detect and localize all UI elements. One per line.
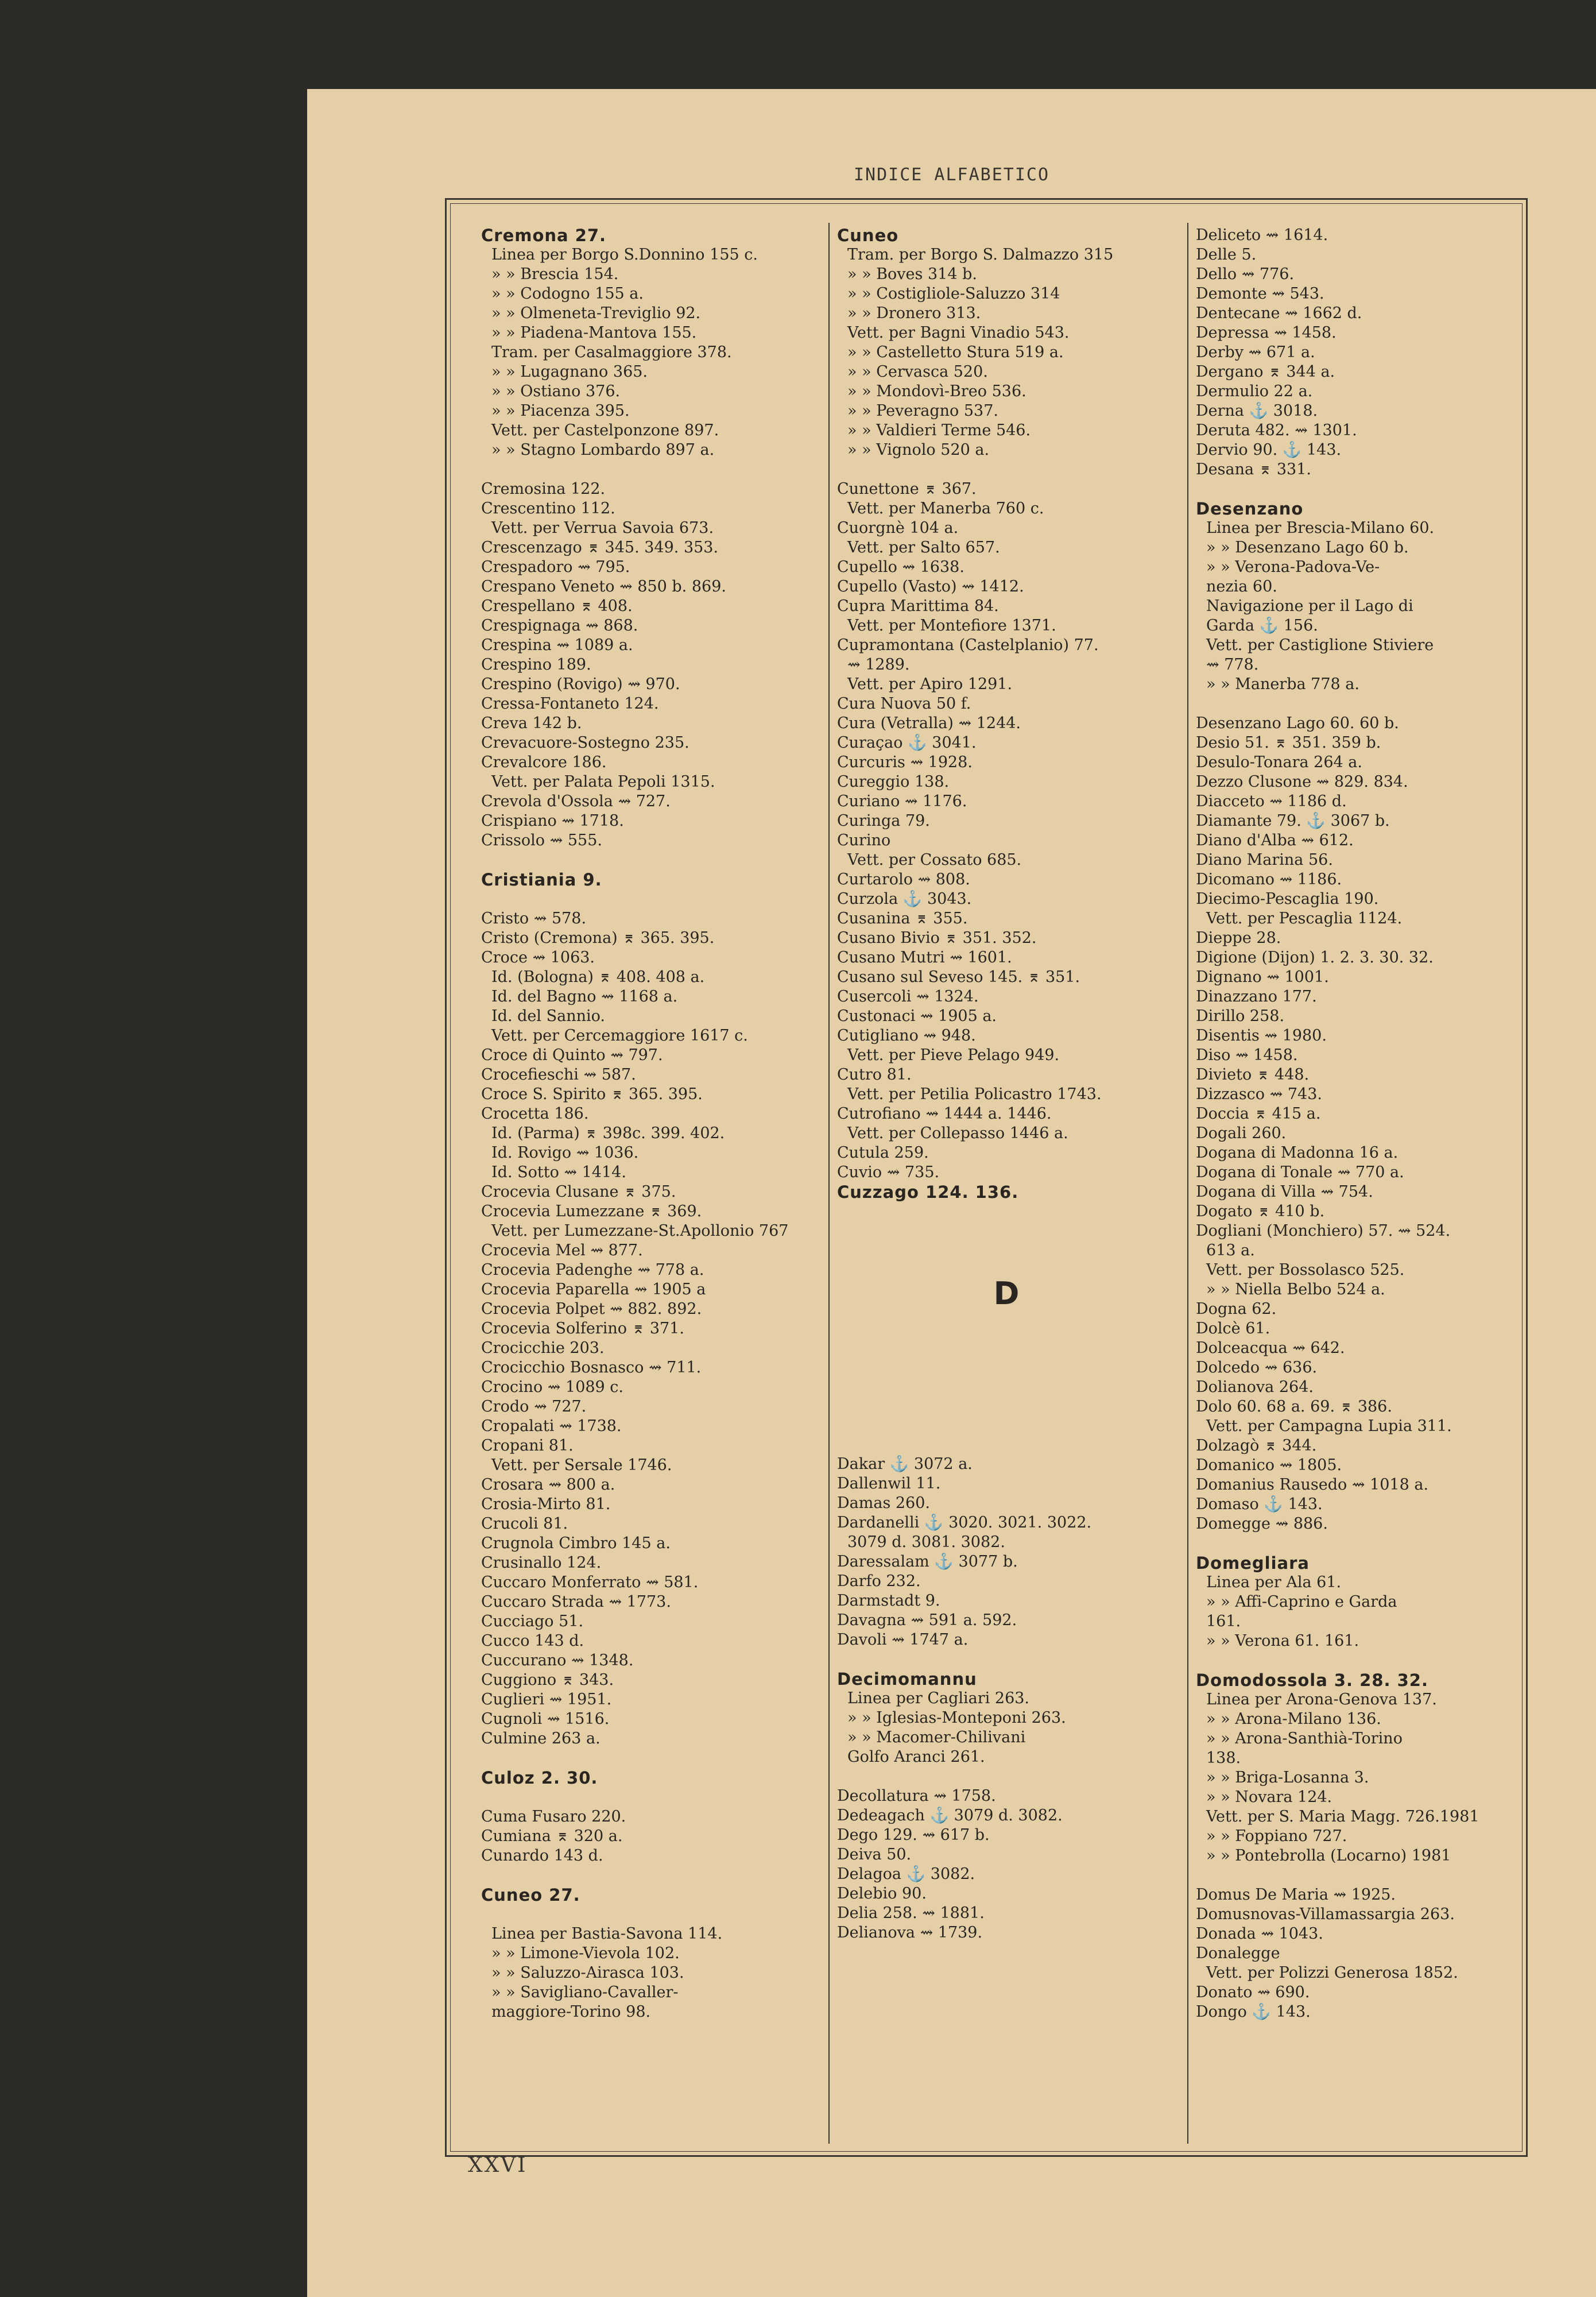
index-entry: » » Codogno 155 a. [491,285,644,303]
index-entry: Vett. per Bagni Vinadio 543. [847,324,1070,342]
index-entry: Cupello ⇝ 1638. [837,558,964,576]
index-entry: Derby ⇝ 671 a. [1196,343,1315,361]
index-entry: Donalegge [1196,1944,1280,1962]
index-entry: Dinazzano 177. [1196,988,1317,1006]
index-entry: Desio 51. ⌆ 351. 359 b. [1196,734,1381,752]
index-entry: Crusinallo 124. [481,1554,602,1572]
index-entry: Id. Rovigo ⇝ 1036. [491,1144,639,1162]
index-entry: » » Niella Belbo 524 a. [1206,1281,1385,1298]
index-entry: Dogali 260. [1196,1124,1287,1142]
index-entry: Id. Sotto ⇝ 1414. [491,1163,626,1181]
index-entry: Desulo-Tonara 264 a. [1196,753,1362,771]
index-entry: Crocevia Polpet ⇝ 882. 892. [481,1300,702,1318]
spacer [837,1767,1176,1786]
index-entry: Vett. per Cercemaggiore 1617 c. [491,1027,748,1045]
index-entry: Crugnola Cimbro 145 a. [481,1534,671,1552]
index-entry: Depressa ⇝ 1458. [1196,324,1337,342]
index-entry: Dogato ⌆ 410 b. [1196,1202,1325,1220]
index-entry: Tram. per Casalmaggiore 378. [491,343,732,361]
index-entry: nezia 60. [1206,578,1277,595]
index-entry: Crissolo ⇝ 555. [481,832,602,849]
index-entry: Delianova ⇝ 1739. [837,1924,983,1942]
index-entry: Dogana di Villa ⇝ 754. [1196,1183,1373,1201]
index-entry: » » Dronero 313. [847,304,981,322]
index-entry: Crocevia Clusane ⌆ 375. [481,1183,676,1201]
index-entry: Dieppe 28. [1196,929,1281,947]
index-heading: Cuneo [837,226,899,245]
index-entry: Cuccaro Monferrato ⇝ 581. [481,1573,699,1591]
index-entry: Vett. per Castelponzone 897. [491,421,719,439]
index-entry: Darfo 232. [837,1572,921,1590]
index-entry: Curcuris ⇝ 1928. [837,753,973,771]
index-entry: Dicomano ⇝ 1186. [1196,871,1342,888]
index-entry: Crodo ⇝ 727. [481,1398,587,1416]
index-entry: Domaso ⚓ 143. [1196,1495,1323,1513]
index-entry: Id. (Bologna) ⌆ 408. 408 a. [491,968,705,986]
index-entry: Cusercoli ⇝ 1324. [837,988,979,1006]
spacer [481,1905,820,1924]
index-entry: Crocefieschi ⇝ 587. [481,1066,636,1084]
index-column-3 [1196,226,1523,2144]
index-entry: Delebio 90. [837,1885,927,1902]
index-entry: Crucoli 81. [481,1515,568,1533]
index-entry: Vett. per Montefiore 1371. [847,617,1056,635]
index-entry: » » Castelletto Stura 519 a. [847,343,1064,361]
index-entry: Diso ⇝ 1458. [1196,1046,1298,1064]
index-entry: Custonaci ⇝ 1905 a. [837,1007,997,1025]
index-entry: Crocevia Padenghe ⇝ 778 a. [481,1261,704,1279]
index-entry: Linea per Ala 61. [1206,1573,1342,1591]
index-entry: Diano Marina 56. [1196,851,1333,869]
index-entry: » » Lugagnano 365. [491,363,648,381]
index-entry: Dolo 60. 68 a. 69. ⌆ 386. [1196,1398,1392,1416]
index-entry: » » Brescia 154. [491,265,619,283]
index-entry: Dego 129. ⇝ 617 b. [837,1826,990,1844]
index-entry: Vett. per Salto 657. [847,539,1000,556]
index-entry: Crocino ⇝ 1089 c. [481,1378,624,1396]
index-entry: 161. [1206,1612,1241,1630]
index-entry: Id. (Parma) ⌆ 398c. 399. 402. [491,1124,725,1142]
index-entry: Cressa-Fontaneto 124. [481,695,659,713]
index-entry: Cupra Marittima 84. [837,597,999,615]
index-entry: Demonte ⇝ 543. [1196,285,1324,303]
index-entry: ⇝ 778. [1206,656,1259,674]
index-entry: Cremosina 122. [481,480,606,498]
index-entry: Crevacuore-Sostegno 235. [481,734,689,752]
index-entry: Domegge ⇝ 886. [1196,1515,1328,1533]
index-entry: maggiore-Torino 98. [491,2003,651,2021]
index-entry: Dignano ⇝ 1001. [1196,968,1329,986]
index-entry: » » Olmeneta-Treviglio 92. [491,304,701,322]
index-entry: Cupramontana (Castelplanio) 77. [837,636,1099,654]
index-entry: » » Savigliano-Cavaller- [491,1983,679,2001]
index-entry: Dedeagach ⚓ 3079 d. 3082. [837,1807,1063,1824]
index-entry: Linea per Cagliari 263. [847,1689,1030,1707]
spacer [481,460,820,479]
index-entry: Vett. per Verrua Savoia 673. [491,519,714,537]
index-entry: Dardanelli ⚓ 3020. 3021. 3022. [837,1514,1092,1532]
index-entry: » » Boves 314 b. [847,265,977,283]
index-entry: Crocicchie 203. [481,1339,605,1357]
index-entry: » » Ostiano 376. [491,382,621,400]
index-entry: Domusnovas-Villamassargia 263. [1196,1905,1455,1923]
index-entry: 3079 d. 3081. 3082. [847,1533,1005,1551]
index-entry: Crocetta 186. [481,1105,589,1123]
index-entry: Vett. per S. Maria Magg. 726.1981 [1206,1808,1479,1826]
index-entry: Vett. per Manerba 760 c. [847,500,1044,517]
index-entry: Linea per Borgo S.Donnino 155 c. [491,246,758,264]
index-entry: Crocevia Solferino ⌆ 371. [481,1320,684,1337]
index-entry: Davagna ⇝ 591 a. 592. [837,1611,1017,1629]
spacer [1196,1651,1523,1670]
spacer [1196,479,1523,499]
index-entry: Crocevia Paparella ⇝ 1905 a [481,1281,706,1298]
index-entry: Domanico ⇝ 1805. [1196,1456,1342,1474]
index-entry: Cristo (Cremona) ⌆ 365. 395. [481,929,715,947]
index-entry: Vett. per Apiro 1291. [847,675,1013,693]
index-entry: Crocevia Mel ⇝ 877. [481,1242,643,1259]
index-entry: Cura Nuova 50 f. [837,695,971,713]
index-entry: Dogana di Tonale ⇝ 770 a. [1196,1163,1404,1181]
index-entry: Garda ⚓ 156. [1206,617,1318,635]
index-entry: Cuggiono ⌆ 343. [481,1671,614,1689]
index-entry: Cusano Bivio ⌆ 351. 352. [837,929,1037,947]
index-entry: Derna ⚓ 3018. [1196,402,1318,420]
index-heading: Cremona 27. [481,226,607,245]
index-entry: » » Affi-Caprino e Garda [1206,1593,1397,1611]
spacer [1196,694,1523,714]
index-entry: » » Piacenza 395. [491,402,630,420]
spacer [837,460,1176,479]
index-entry: Cuvio ⇝ 735. [837,1163,940,1181]
index-entry: Deruta 482. ⇝ 1301. [1196,421,1357,439]
index-entry: Doccia ⌆ 415 a. [1196,1105,1321,1123]
index-entry: Dakar ⚓ 3072 a. [837,1455,973,1473]
index-entry: Davoli ⇝ 1747 a. [837,1631,969,1649]
index-entry: Cumiana ⌆ 320 a. [481,1827,623,1845]
index-entry: Crosara ⇝ 800 a. [481,1476,615,1494]
index-entry: Cuccurano ⇝ 1348. [481,1652,634,1669]
index-entry: » » Novara 124. [1206,1788,1332,1806]
index-entry: Cucciago 51. [481,1612,584,1630]
index-entry: Curino [837,832,891,849]
index-entry: Crispiano ⇝ 1718. [481,812,624,830]
index-entry: Dogana di Madonna 16 a. [1196,1144,1399,1162]
index-entry: Curaçao ⚓ 3041. [837,734,977,752]
index-entry: Vett. per Palata Pepoli 1315. [491,773,715,791]
spacer [1196,1534,1523,1553]
index-entry: Deiva 50. [837,1846,912,1863]
index-entry: Croce S. Spirito ⌆ 365. 395. [481,1085,703,1103]
index-entry: Cuglieri ⇝ 1951. [481,1691,612,1708]
index-entry: Dizzasco ⇝ 743. [1196,1085,1322,1103]
index-entry: Cropalati ⇝ 1738. [481,1417,622,1435]
index-entry: » » Cervasca 520. [847,363,988,381]
index-entry: Crosia-Mirto 81. [481,1495,611,1513]
index-entry: Crespellano ⌆ 408. [481,597,633,615]
index-entry: Dogna 62. [1196,1300,1277,1318]
index-entry: Croce di Quinto ⇝ 797. [481,1046,663,1064]
running-header: INDICE ALFABETICO [853,165,1050,185]
index-entry: Curinga 79. [837,812,930,830]
index-entry: Cura (Vetralla) ⇝ 1244. [837,714,1021,732]
index-entry: Id. del Sannio. [491,1007,605,1025]
index-entry: Vett. per Polizzi Generosa 1852. [1206,1964,1458,1982]
spacer [481,850,820,870]
index-entry: Crespignaga ⇝ 868. [481,617,638,635]
index-entry: » » Peveragno 537. [847,402,998,420]
index-entry: Dolcedo ⇝ 636. [1196,1359,1318,1376]
index-entry: Dogliani (Monchiero) 57. ⇝ 524. [1196,1222,1451,1240]
index-entry: Cutula 259. [837,1144,929,1162]
index-entry: Cuma Fusaro 220. [481,1808,626,1826]
index-entry: ⇝ 1289. [847,656,910,674]
index-entry: Dezzo Clusone ⇝ 829. 834. [1196,773,1408,791]
index-entry: Domus De Maria ⇝ 1925. [1196,1886,1396,1904]
index-heading: Cuzzago 124. 136. [837,1182,1019,1202]
index-entry: Cutigliano ⇝ 948. [837,1027,976,1045]
index-entry: Vett. per Pieve Pelago 949. [847,1046,1060,1064]
column-divider [1187,223,1188,2144]
index-entry: Cucco 143 d. [481,1632,584,1650]
index-entry: Creva 142 b. [481,714,582,732]
index-entry: » » Pontebrolla (Locarno) 1981 [1206,1847,1451,1865]
index-entry: Dongo ⚓ 143. [1196,2003,1311,2021]
index-entry: Damas 260. [837,1494,930,1512]
index-entry: Darmstadt 9. [837,1592,940,1610]
index-heading: Cuneo 27. [481,1885,580,1905]
index-entry: Linea per Brescia-Milano 60. [1206,519,1435,537]
index-entry: Cutro 81. [837,1066,912,1084]
index-column-2 [837,226,1176,2144]
index-entry: Delia 258. ⇝ 1881. [837,1904,985,1922]
index-entry: Cristo ⇝ 578. [481,910,587,927]
index-entry: Vett. per Lumezzane-St.Apollonio 767 [491,1222,789,1240]
index-entry: Navigazione per il Lago di [1206,597,1413,615]
index-entry: Cuccaro Strada ⇝ 1773. [481,1593,671,1611]
index-entry: Cureggio 138. [837,773,950,791]
spacer [1196,1866,1523,1885]
index-entry: Golfo Aranci 261. [847,1748,985,1766]
index-entry: Daressalam ⚓ 3077 b. [837,1553,1018,1571]
index-entry: Dirillo 258. [1196,1007,1285,1025]
spacer [481,1749,820,1768]
index-entry: Crescentino 112. [481,500,615,517]
index-entry: Crocicchio Bosnasco ⇝ 711. [481,1359,702,1376]
index-entry: » » Manerba 778 a. [1206,675,1359,693]
index-entry: Dolzagò ⌆ 344. [1196,1437,1317,1455]
index-entry: Cusano Mutri ⇝ 1601. [837,949,1012,966]
index-entry: Curtarolo ⇝ 808. [837,871,970,888]
index-entry: » » Saluzzo-Airasca 103. [491,1964,684,1982]
index-entry: Dolceacqua ⇝ 642. [1196,1339,1345,1357]
index-entry: Curzola ⚓ 3043. [837,890,972,908]
index-entry: » » Desenzano Lago 60 b. [1206,539,1409,556]
index-heading: Desenzano [1196,499,1304,519]
index-entry: Cugnoli ⇝ 1516. [481,1710,610,1728]
index-entry: Cunettone ⌆ 367. [837,480,977,498]
page-number: XXVI [468,2153,528,2177]
index-entry: Diano d'Alba ⇝ 612. [1196,832,1354,849]
index-entry: Croce ⇝ 1063. [481,949,595,966]
spacer [481,1788,820,1807]
index-entry: Vett. per Cossato 685. [847,851,1022,869]
index-column-1 [481,226,820,2144]
index-entry: Vett. per Bossolasco 525. [1206,1261,1405,1279]
index-entry: Crespano Veneto ⇝ 850 b. 869. [481,578,726,595]
index-entry: Dallenwil 11. [837,1475,941,1492]
index-heading: Domodossola 3. 28. 32. [1196,1670,1429,1690]
index-entry: Vett. per Castiglione Stiviere [1206,636,1434,654]
index-entry: Diamante 79. ⚓ 3067 b. [1196,812,1390,830]
index-entry: » » Piadena-Mantova 155. [491,324,697,342]
index-entry: » » Stagno Lombardo 897 a. [491,441,715,459]
index-entry: Crespino (Rovigo) ⇝ 970. [481,675,680,693]
index-entry: Domanius Rausedo ⇝ 1018 a. [1196,1476,1429,1494]
index-entry: » » Limone-Vievola 102. [491,1944,680,1962]
index-entry: Disentis ⇝ 1980. [1196,1027,1327,1045]
spacer [837,1650,1176,1669]
index-entry: Deliceto ⇝ 1614. [1196,226,1328,244]
index-entry: » » Costigliole-Saluzzo 314 [847,285,1060,303]
index-entry: Crescenzago ⌆ 345. 349. 353. [481,539,719,556]
index-entry: Cutrofiano ⇝ 1444 a. 1446. [837,1105,1052,1123]
spacer [481,890,820,909]
index-entry: Cuorgnè 104 a. [837,519,959,537]
index-entry: » » Macomer-Chilivani [847,1728,1026,1746]
index-entry: Crespino 189. [481,656,591,674]
index-entry: Cusanina ⌆ 355. [837,910,968,927]
index-entry: Vett. per Petilia Policastro 1743. [847,1085,1102,1103]
index-entry: Dello ⇝ 776. [1196,265,1295,283]
index-heading: Culoz 2. 30. [481,1768,598,1788]
index-entry: 613 a. [1206,1242,1255,1259]
index-entry: » » Arona-Santhià-Torino [1206,1730,1403,1747]
index-entry: Linea per Bastia-Savona 114. [491,1925,723,1943]
index-entry: Crespadoro ⇝ 795. [481,558,630,576]
index-entry: » » Foppiano 727. [1206,1827,1347,1845]
index-heading: Domegliara [1196,1553,1310,1573]
index-entry: Cunardo 143 d. [481,1847,603,1865]
index-entry: Crevalcore 186. [481,753,607,771]
index-entry: » » Vignolo 520 a. [847,441,990,459]
index-heading: Decimomannu [837,1669,977,1689]
index-entry: Crocevia Lumezzane ⌆ 369. [481,1202,702,1220]
index-frame [445,198,1528,2157]
index-entry: Diacceto ⇝ 1186 d. [1196,792,1347,810]
index-entry: Delle 5. [1196,246,1257,264]
index-entry: Desana ⌆ 331. [1196,461,1311,478]
index-entry: Dervio 90. ⚓ 143. [1196,441,1342,459]
index-entry: Crevola d'Ossola ⇝ 727. [481,792,671,810]
index-entry: Vett. per Campagna Lupia 311. [1206,1417,1452,1435]
index-entry: Divieto ⌆ 448. [1196,1066,1310,1084]
index-entry: Crespina ⇝ 1089 a. [481,636,633,654]
index-entry: » » Verona 61. 161. [1206,1632,1359,1650]
index-entry: Diecimo-Pescaglia 190. [1196,890,1379,908]
index-entry: Donato ⇝ 690. [1196,1983,1310,2001]
spacer [481,1866,820,1885]
index-entry: » » Briga-Losanna 3. [1206,1769,1369,1786]
index-entry: Vett. per Pescaglia 1124. [1206,910,1403,927]
index-entry: Id. del Bagno ⇝ 1168 a. [491,988,678,1006]
index-entry: Decollatura ⇝ 1758. [837,1787,996,1805]
index-entry: » » Mondovì-Breo 536. [847,382,1026,400]
index-entry: Tram. per Borgo S. Dalmazzo 315 [847,246,1114,264]
index-entry: Dermulio 22 a. [1196,382,1313,400]
index-entry: » » Verona-Padova-Ve- [1206,558,1380,576]
index-entry: » » Valdieri Terme 546. [847,421,1031,439]
index-entry: Dergano ⌆ 344 a. [1196,363,1335,381]
index-entry: Cropani 81. [481,1437,574,1455]
index-entry: Culmine 263 a. [481,1730,601,1747]
letter-section-heading: D [993,1275,1020,1312]
index-entry: Desenzano Lago 60. 60 b. [1196,714,1399,732]
index-entry: Curiano ⇝ 1176. [837,792,967,810]
index-entry: Cusano sul Seveso 145. ⌆ 351. [837,968,1080,986]
column-divider [828,223,830,2144]
index-entry: Vett. per Sersale 1746. [491,1456,672,1474]
index-entry: 138. [1206,1749,1241,1767]
index-entry: » » Arona-Milano 136. [1206,1710,1381,1728]
index-entry: Linea per Arona-Genova 137. [1206,1691,1437,1708]
index-entry: » » Iglesias-Monteponi 263. [847,1709,1066,1727]
index-entry: Dolcè 61. [1196,1320,1270,1337]
index-heading: Cristiania 9. [481,870,602,890]
index-entry: Digione (Dijon) 1. 2. 3. 30. 32. [1196,949,1434,966]
index-entry: Dolianova 264. [1196,1378,1314,1396]
book-page [307,89,1596,2297]
index-entry: Vett. per Collepasso 1446 a. [847,1124,1068,1142]
index-entry: Delagoa ⚓ 3082. [837,1865,975,1883]
index-entry: Donada ⇝ 1043. [1196,1925,1323,1943]
index-entry: Dentecane ⇝ 1662 d. [1196,304,1362,322]
index-entry: Cupello (Vasto) ⇝ 1412. [837,578,1024,595]
